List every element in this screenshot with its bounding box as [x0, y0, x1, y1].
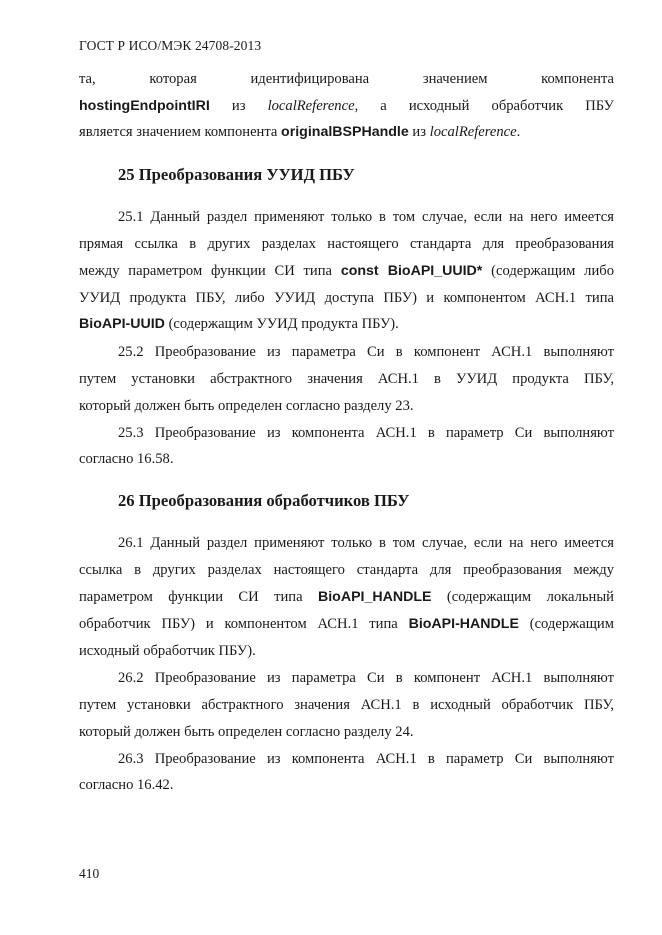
word: значением	[422, 71, 488, 87]
paragraph-line: 26.1 Данный раздел применяют только в том случае, если на него имеется	[118, 535, 614, 551]
text: (содержащим УУИД продукта ПБУ).	[164, 316, 399, 332]
word: идентифицирована	[250, 71, 370, 87]
paragraph-line: 25.2 Преобразование из параметра Си в компонент АСН.1 выполняют	[118, 344, 614, 360]
paragraph-line	[79, 96, 614, 116]
code-term: BioAPI-HANDLE	[408, 616, 519, 632]
text: .	[516, 124, 521, 140]
word: которая	[149, 71, 197, 87]
paragraph-line	[79, 314, 399, 334]
paragraph-line: который должен быть определен согласно разделу 24.	[79, 724, 414, 740]
code-term: BioAPI-UUID	[79, 316, 165, 332]
paragraph-line: исходный обработчик ПБУ).	[79, 643, 256, 659]
text: (содержащим	[529, 616, 614, 632]
text: параметром функции СИ типа	[79, 589, 318, 605]
paragraph-line: 26.3 Преобразование из компонента АСН.1 в параметр Си выполняют	[118, 751, 614, 767]
text: из	[231, 98, 246, 114]
paragraph-line	[79, 122, 520, 142]
paragraph-line: 25.1 Данный раздел применяют только в том случае, если на него имеется	[118, 209, 614, 225]
text: из	[408, 124, 430, 140]
paragraph-line	[79, 614, 614, 634]
paragraph-line: 25.3 Преобразование из компонента АСН.1 в параметр Си выполняют	[118, 425, 614, 441]
paragraph-line	[79, 587, 614, 607]
paragraph-line: согласно 16.58.	[79, 451, 174, 467]
text: обработчик ПБУ) и компонентом АСН.1 типа	[79, 616, 409, 632]
text: между параметром функции СИ типа	[79, 263, 341, 279]
paragraph-line: путем установки абстрактного значения АСН.1 в УУИД продукта ПБУ,	[79, 371, 614, 387]
running-header: ГОСТ Р ИСО/МЭК 24708-2013	[79, 38, 262, 53]
paragraph-line: ссылка в других разделах настоящего стандарта для преобразования между	[79, 562, 614, 578]
paragraph-line	[79, 261, 614, 281]
page-number: 410	[79, 866, 100, 881]
paragraph-line: согласно 16.42.	[79, 777, 174, 793]
paragraph-line: который должен быть определен согласно разделу 23.	[79, 398, 414, 414]
text: (содержащим либо	[491, 263, 614, 279]
paragraph-line: УУИД продукта ПБУ, либо УУИД доступа ПБУ) и компонентом АСН.1 типа	[79, 290, 614, 306]
section-heading-26: 26 Преобразования обработчиков ПБУ	[118, 491, 410, 510]
paragraph-line	[79, 69, 614, 89]
code-term: hostingEndpointIRI	[79, 98, 210, 114]
paragraph-line: путем установки абстрактного значения АСН.1 в исходный обработчик ПБУ,	[79, 697, 614, 713]
text: (содержащим локальный	[446, 589, 614, 605]
word: та,	[79, 71, 96, 87]
code-term: const BioAPI_UUID*	[340, 263, 483, 279]
text: является значением компонента	[79, 124, 282, 140]
code-term: BioAPI_HANDLE	[317, 589, 432, 605]
italic-term: localReference	[267, 98, 355, 114]
code-term: originalBSPHandle	[281, 124, 409, 140]
text: , а исходный обработчик ПБУ	[354, 98, 614, 114]
section-heading-25: 25 Преобразования УУИД ПБУ	[118, 165, 355, 184]
italic-term: localReference	[429, 124, 517, 140]
paragraph-line: 26.2 Преобразование из параметра Си в компонент АСН.1 выполняют	[118, 670, 614, 686]
word: компонента	[541, 71, 614, 87]
paragraph-line: прямая ссылка в других разделах настоящего стандарта для преобразования	[79, 236, 614, 252]
